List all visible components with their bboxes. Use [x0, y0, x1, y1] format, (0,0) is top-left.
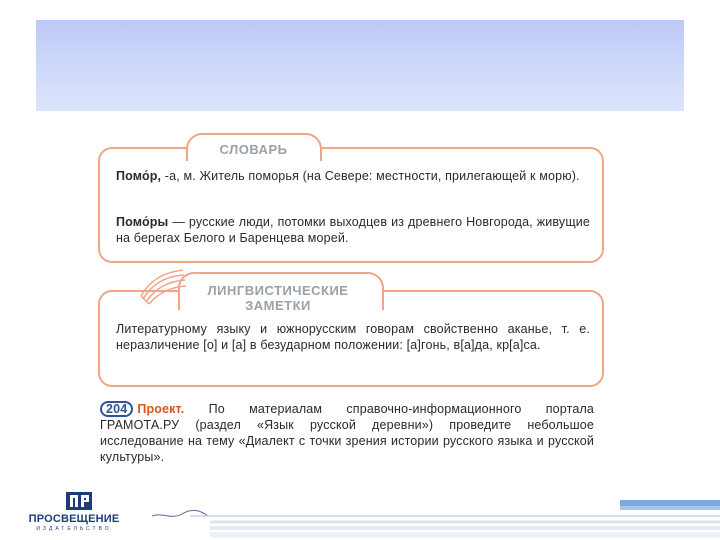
publisher-subtitle: ИЗДАТЕЛЬСТВО	[36, 526, 112, 532]
entry-definition: — русские люди, потомки выходцев из древнего Новгорода, живущие на берегах Белого и Баренцева морей.	[116, 215, 590, 245]
exercise-number-badge: 204	[100, 401, 133, 417]
publisher-logo	[14, 490, 134, 534]
linguistic-notes-text: Литературному языку и южнорусским говорам свойственно аканье, т. е. неразличение [о] и [а] в безударном положении: [а]гонь, в[а]да, кр[а]са.	[116, 322, 590, 352]
entry-definition: -а, м. Житель поморья (на Севере: местности, прилегающей к морю).	[161, 169, 580, 183]
entry-headword: Помо́р,	[116, 169, 162, 183]
publisher-emblem-icon	[64, 490, 94, 512]
project-exercise	[100, 401, 594, 465]
entry-headword: Помо́ры	[116, 215, 169, 229]
linguistic-notes-tab-title: ЛИНГВИСТИЧЕСКИЕ ЗАМЕТКИ	[207, 283, 349, 313]
project-label: Проект.	[137, 402, 185, 416]
publisher-name: ПРОСВЕЩЕНИЕ	[28, 513, 120, 525]
project-task: По материалам справочно-информационного портала ГРАМОТА.РУ (раздел «Язык русской деревни») проведите небольшое исследование на тему «Диалект с точки зрения истории русского языка и русской культуры».	[100, 402, 594, 464]
dictionary-entry	[116, 168, 590, 184]
title-banner	[36, 20, 684, 111]
dictionary-entry	[116, 214, 590, 246]
footer-decoration	[150, 498, 720, 540]
dictionary-tab-title: СЛОВАРЬ	[219, 142, 288, 157]
